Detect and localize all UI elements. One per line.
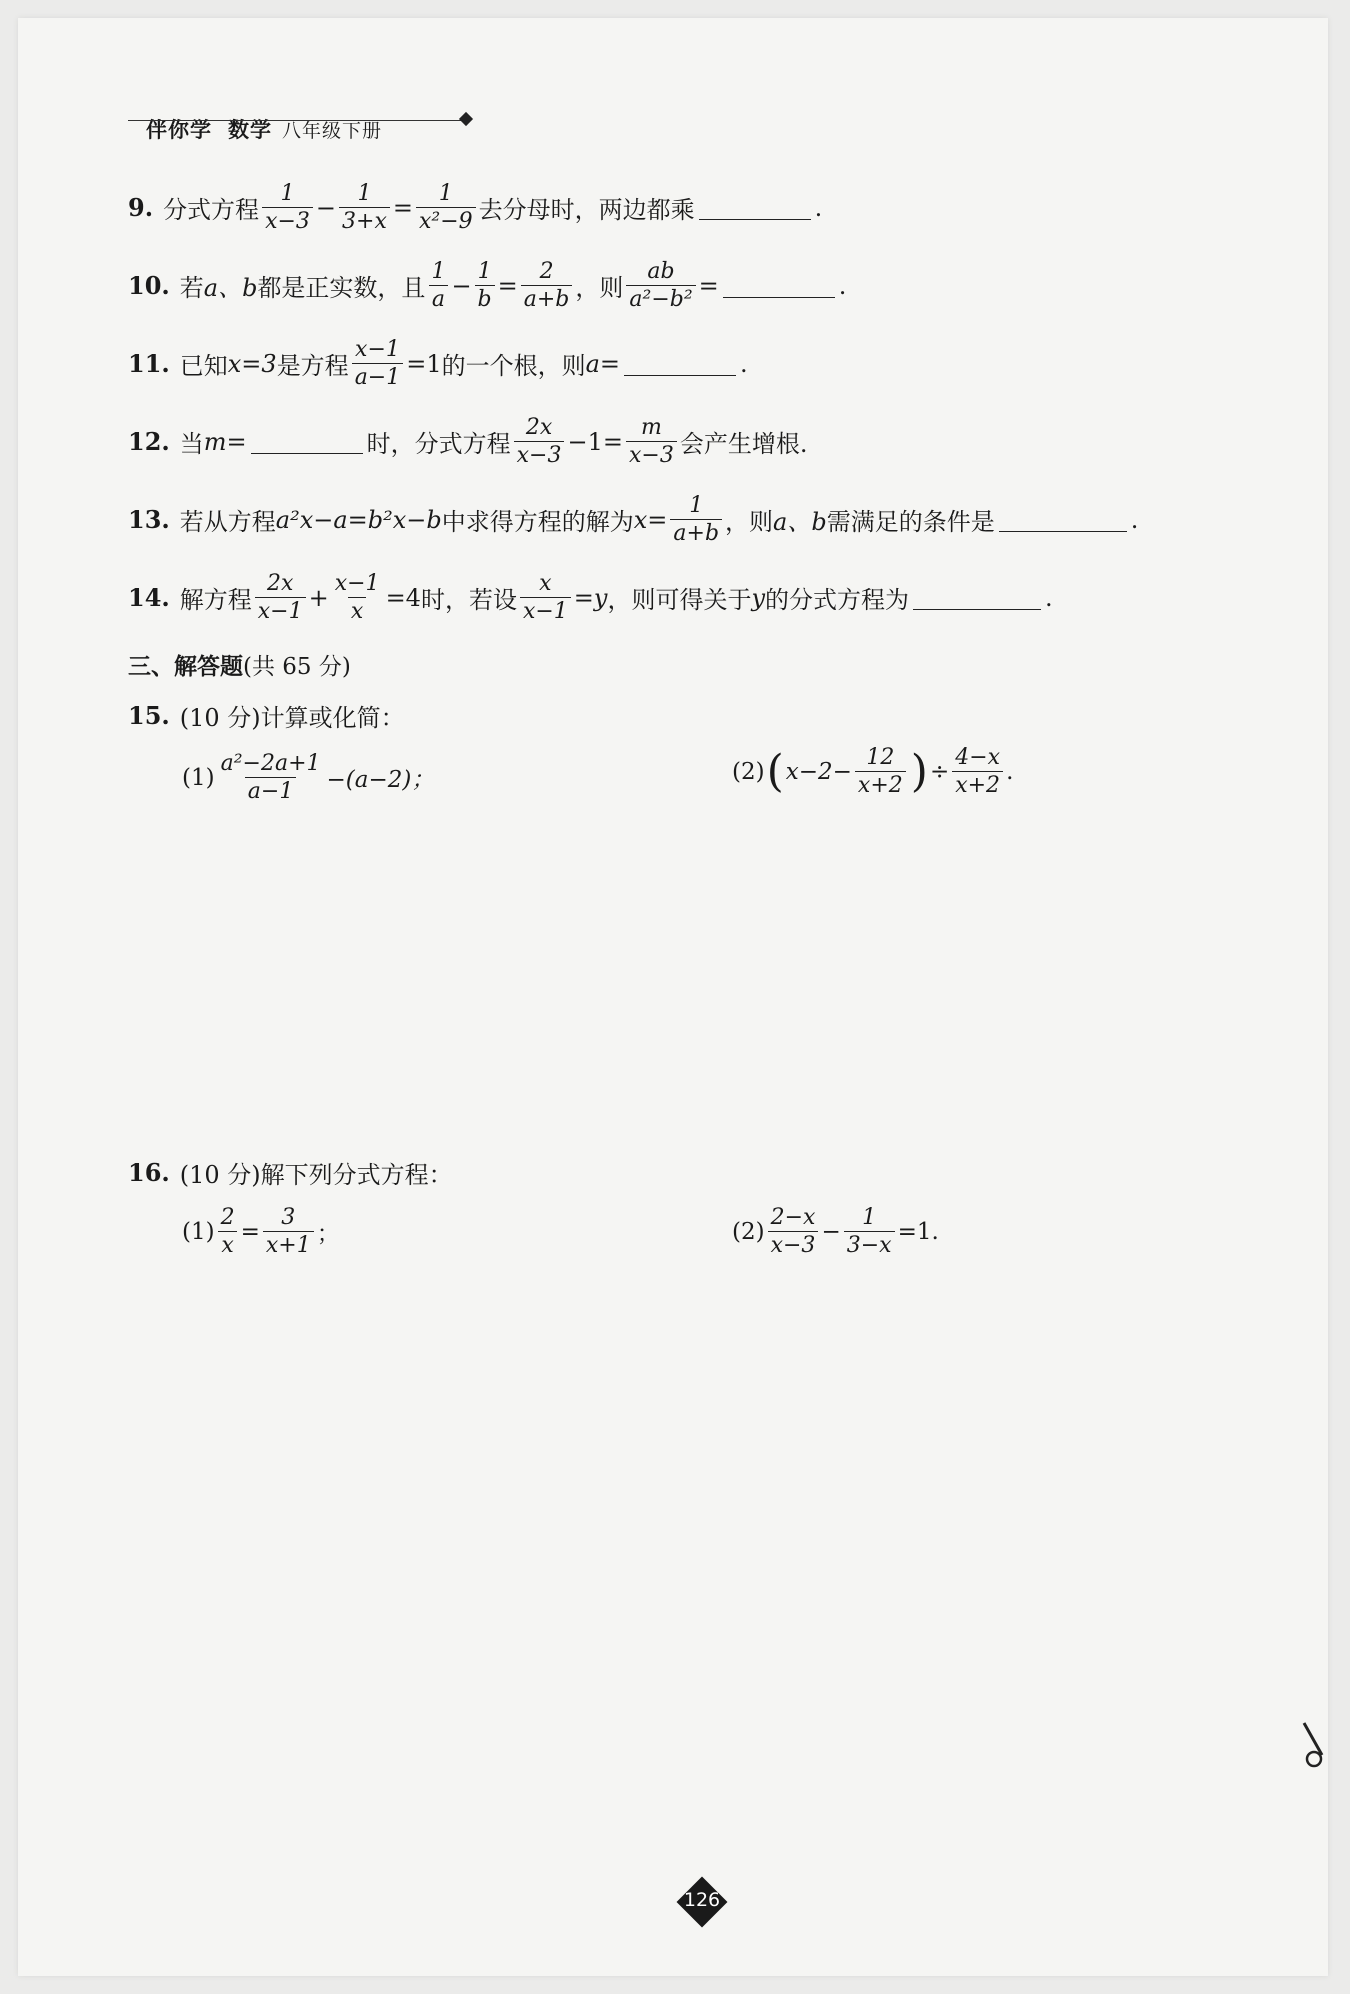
equation: a²x−a=b²x−b (275, 505, 442, 534)
question-13 (128, 494, 1138, 545)
header-rule (128, 120, 464, 121)
fraction (218, 752, 324, 803)
answer-blank[interactable] (624, 351, 736, 376)
question-text: 解方程 (179, 586, 252, 615)
q15-part-2 (732, 746, 1013, 797)
denominator: a²−b² (626, 285, 695, 311)
fraction (626, 416, 677, 467)
denominator: a−1 (245, 777, 297, 803)
question-10 (128, 260, 846, 311)
question-text: 当 (179, 430, 204, 459)
denominator: x−3 (768, 1231, 819, 1257)
numerator: 1 (438, 181, 453, 206)
operator: = (698, 271, 719, 300)
question-15 (128, 698, 405, 733)
question-16 (128, 1155, 453, 1190)
question-text: ，则可得关于 (607, 586, 752, 615)
operator: = (240, 1218, 260, 1245)
section-heading (128, 648, 351, 681)
question-number: 12. (128, 427, 170, 457)
operator: − (821, 1218, 841, 1245)
question-12 (128, 416, 807, 467)
numerator: 1 (431, 259, 446, 284)
fraction (952, 746, 1003, 797)
page-header (146, 114, 382, 144)
part-label: (1) (182, 1218, 215, 1245)
denominator: a (429, 285, 448, 311)
fraction (352, 338, 404, 389)
numerator: x−1 (355, 337, 400, 362)
subject-label: 数学 (228, 118, 272, 142)
part-label: (2) (732, 758, 765, 785)
left-paren: ( (766, 745, 784, 797)
fraction (218, 1206, 238, 1257)
numerator: 2x (525, 415, 553, 440)
numerator: 3 (281, 1205, 296, 1230)
question-number: 9. (128, 193, 154, 223)
question-text: (10 分)计算或化简： (179, 704, 405, 732)
numerator: 1 (477, 259, 492, 284)
question-text: 是方程 (276, 352, 349, 381)
q15-part-1 (182, 752, 434, 803)
part-label: (1) (182, 764, 215, 791)
answer-blank[interactable] (723, 273, 835, 298)
numerator: 1 (862, 1205, 877, 1230)
numerator: 1 (689, 493, 704, 518)
denominator: x−1 (520, 597, 571, 623)
fraction (514, 416, 565, 467)
denominator: x (348, 597, 366, 623)
denominator: x+2 (952, 771, 1003, 797)
answer-blank[interactable] (913, 585, 1041, 610)
denominator: 3+x (339, 207, 390, 233)
denominator: 3−x (844, 1231, 895, 1257)
variable: x= (633, 505, 668, 534)
numerator: 1 (357, 181, 372, 206)
fraction (521, 260, 573, 311)
fraction (262, 182, 313, 233)
question-text: ，则 (725, 508, 774, 537)
fraction (520, 572, 571, 623)
denominator: x−1 (255, 597, 306, 623)
numerator: 2−x (770, 1205, 816, 1230)
operator: + (308, 583, 329, 612)
numerator: 2 (539, 259, 554, 284)
q16-part-2 (732, 1206, 939, 1257)
operator: − (451, 271, 472, 300)
operator: = (497, 271, 518, 300)
numerator: a²−2a+1 (220, 751, 321, 776)
question-text: 的分式方程为 (765, 586, 910, 615)
denominator: x−3 (626, 441, 677, 467)
expression: =1. (897, 1218, 939, 1245)
fraction (416, 182, 476, 233)
fraction (339, 182, 390, 233)
operator: = (392, 193, 413, 222)
numerator: 2x (266, 571, 294, 596)
question-text: 去分母时，两边都乘 (478, 196, 695, 225)
question-14 (128, 572, 1053, 623)
numerator: m (640, 415, 662, 440)
fraction (428, 260, 448, 311)
period: . (1006, 758, 1014, 785)
fraction (768, 1206, 819, 1257)
section-points: (共 65 分) (243, 654, 351, 680)
numerator: 1 (280, 181, 295, 206)
numerator: 12 (866, 745, 895, 770)
variable: a= (585, 349, 621, 378)
question-text: 的一个根，则 (441, 352, 586, 381)
question-number: 16. (128, 1158, 170, 1187)
right-paren: ) (910, 745, 928, 797)
denominator: x−3 (514, 441, 565, 467)
numerator: x (539, 571, 552, 596)
operator: − (315, 193, 337, 222)
operator: =4 (385, 583, 421, 612)
operator: =y (573, 583, 608, 612)
denominator: a−1 (352, 363, 404, 389)
variable: m= (203, 427, 247, 456)
punctuation: ； (316, 1221, 340, 1248)
period: . (1045, 583, 1053, 612)
page-number: 126 (683, 1889, 721, 1911)
variables: a、b (203, 274, 258, 303)
period: . (838, 271, 847, 300)
part-label: (2) (732, 1218, 765, 1245)
question-text: ，则 (575, 274, 624, 303)
grade-label: 八年级下册 (282, 120, 383, 142)
question-number: 10. (128, 271, 170, 301)
fraction (332, 572, 383, 623)
question-text: 需满足的条件是 (826, 508, 995, 537)
fraction (263, 1206, 314, 1257)
operator: ÷ (929, 758, 950, 785)
question-text: 已知 (179, 352, 228, 381)
answer-blank[interactable] (699, 195, 811, 220)
question-number: 14. (128, 583, 170, 613)
numerator: 2 (220, 1205, 235, 1230)
question-text: 会产生增根. (679, 430, 808, 459)
question-number: 15. (128, 701, 170, 730)
period: . (740, 349, 748, 378)
fraction (255, 572, 306, 623)
question-text: 都是正实数，且 (257, 274, 426, 303)
question-text: 若 (179, 274, 204, 303)
fraction (626, 260, 695, 311)
page-edge-mark-icon (1300, 1715, 1330, 1775)
numerator: ab (647, 259, 675, 284)
question-11 (128, 338, 748, 389)
period: . (814, 193, 823, 222)
question-text: 时，若设 (420, 586, 517, 615)
denominator: x (218, 1231, 236, 1257)
denominator: a+b (670, 519, 722, 545)
page-number-badge (680, 1880, 724, 1924)
question-number: 13. (128, 505, 170, 535)
denominator: x+2 (855, 771, 906, 797)
operator: −1= (567, 427, 623, 456)
q16-part-1 (182, 1206, 340, 1257)
fraction (670, 494, 722, 545)
denominator: x²−9 (416, 207, 476, 233)
question-number: 11. (128, 349, 170, 379)
fraction (844, 1206, 895, 1257)
denominator: b (475, 285, 495, 311)
answer-blank[interactable] (251, 429, 363, 454)
section-title: 三、解答题 (128, 654, 243, 680)
denominator: x−3 (262, 207, 313, 233)
expression: x−2− (785, 758, 852, 785)
question-text: (10 分)解下列分式方程： (179, 1161, 453, 1189)
answer-blank[interactable] (999, 507, 1127, 532)
numerator: x−1 (334, 571, 380, 596)
numerator: 4−x (955, 745, 1001, 770)
denominator: x+1 (263, 1231, 314, 1257)
question-9 (128, 182, 822, 233)
fraction (855, 746, 906, 797)
variables: a、b (773, 508, 827, 537)
question-text: 若从方程 (179, 508, 276, 537)
question-text: 分式方程 (163, 196, 260, 225)
question-text: 时，分式方程 (366, 430, 511, 459)
variable: y (751, 583, 766, 612)
question-text: 中求得方程的解为 (441, 508, 634, 537)
period: . (1130, 505, 1139, 534)
fraction (475, 260, 495, 311)
expression: −(a−2)； (326, 767, 435, 794)
condition: x=3 (227, 349, 277, 378)
brand-label: 伴你学 (146, 118, 212, 142)
operator: =1 (406, 349, 442, 378)
denominator: a+b (521, 285, 573, 311)
